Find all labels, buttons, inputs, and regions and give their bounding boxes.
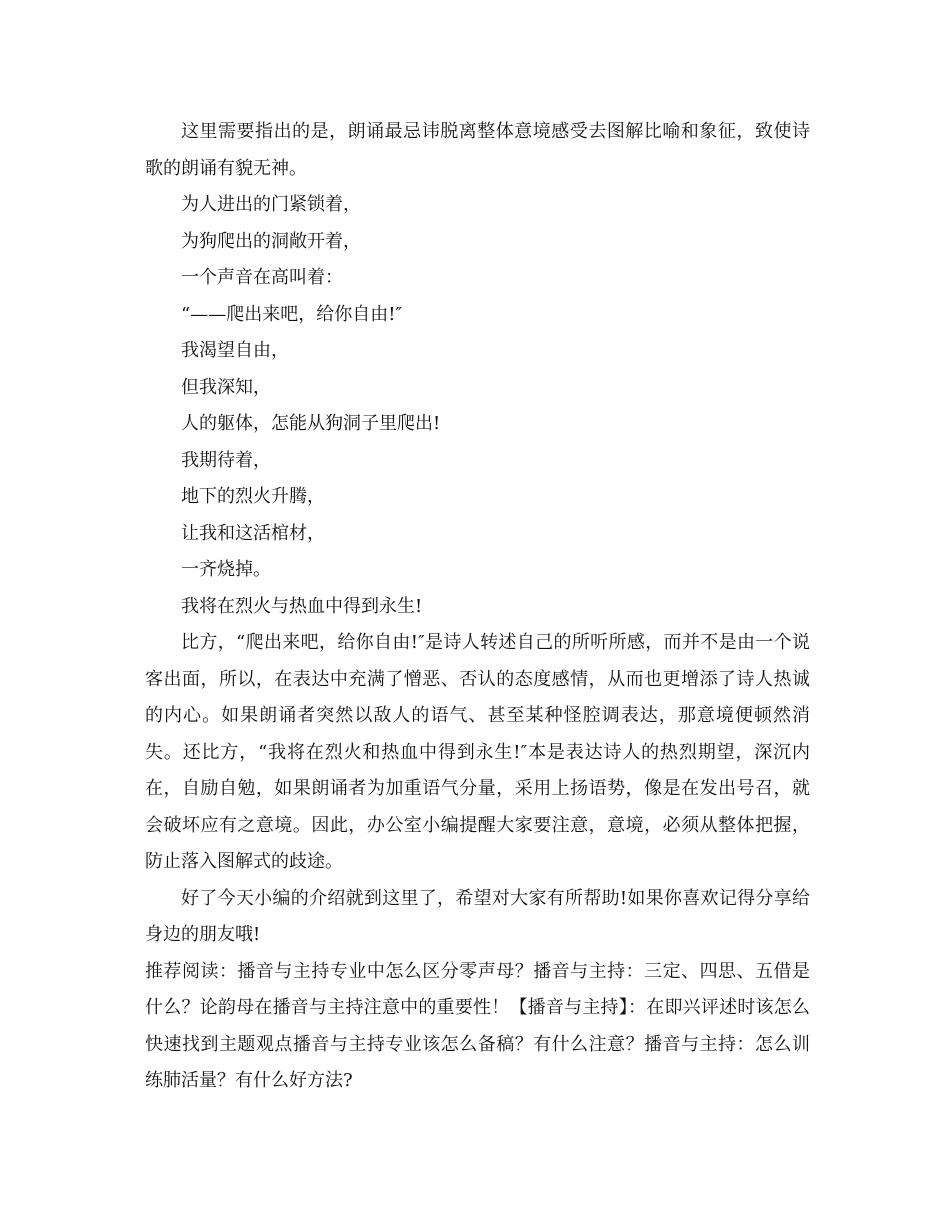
- paragraph-intro: 这里需要指出的是，朗诵最忌讳脱离整体意境感受去图解比喻和象征，致使诗歌的朗诵有貌无神。: [145, 121, 810, 179]
- paragraph-analysis: 比方，“爬出来吧，给你自由!″是诗人转述自己的所听所感，而并不是由一个说客出面，所以，在表达中充满了憎恶、否认的态度感情，从而也更增添了诗人热诚的内心。如果朗诵者突然以敌人的语气、甚至某种怪腔调表达，那意境便顿然消失。还比方，“我将在烈火和热血中得到永生!″本是表达诗人的热烈期望，深沉内在，自励自勉，如果朗诵者为加重语气分量，采用上扬语势，像是在发出号召，就会破坏应有之意境。因此，办公室小编提醒大家要注意，意境，必须从整体把握，防止落入图解式的歧途。: [145, 632, 810, 872]
- poem-line: 我将在烈火与热血中得到永生!: [181, 595, 423, 617]
- poem-line: 但我深知，: [181, 376, 271, 398]
- recommended-reading: 推荐阅读：播音与主持专业中怎么区分零声母？播音与主持：三定、四思、五借是什么？论韵母在播音与主持注意中的重要性！【播音与主持】：在即兴评述时该怎么快速找到主题观点播音与主持专业该怎么备稿？有什么注意？播音与主持：怎么训练肺活量？有什么好方法?: [145, 960, 810, 1091]
- poem-line: 地下的烈火升腾，: [181, 486, 325, 507]
- poem-line: “——爬出来吧，给你自由!″: [181, 303, 403, 325]
- poem-line: 我渴望自由，: [181, 340, 289, 361]
- poem-line: 一齐烧掉。: [181, 559, 271, 580]
- poem-line: 为狗爬出的洞敞开着，: [181, 230, 361, 252]
- article-body: [145, 114, 810, 1100]
- poem-line: 为人进出的门紧锁着，: [181, 194, 361, 215]
- poem-line: 我期待着，: [181, 449, 271, 471]
- poem-line: 人的躯体，怎能从狗洞子里爬出!: [181, 413, 441, 434]
- poem-line: 一个声音在高叫着：: [181, 267, 343, 288]
- poem-line: 让我和这活棺材，: [181, 522, 325, 544]
- paragraph-closing: 好了今天小编的介绍就到这里了，希望对大家有所帮助!如果你喜欢记得分享给身边的朋友哦!: [145, 887, 810, 945]
